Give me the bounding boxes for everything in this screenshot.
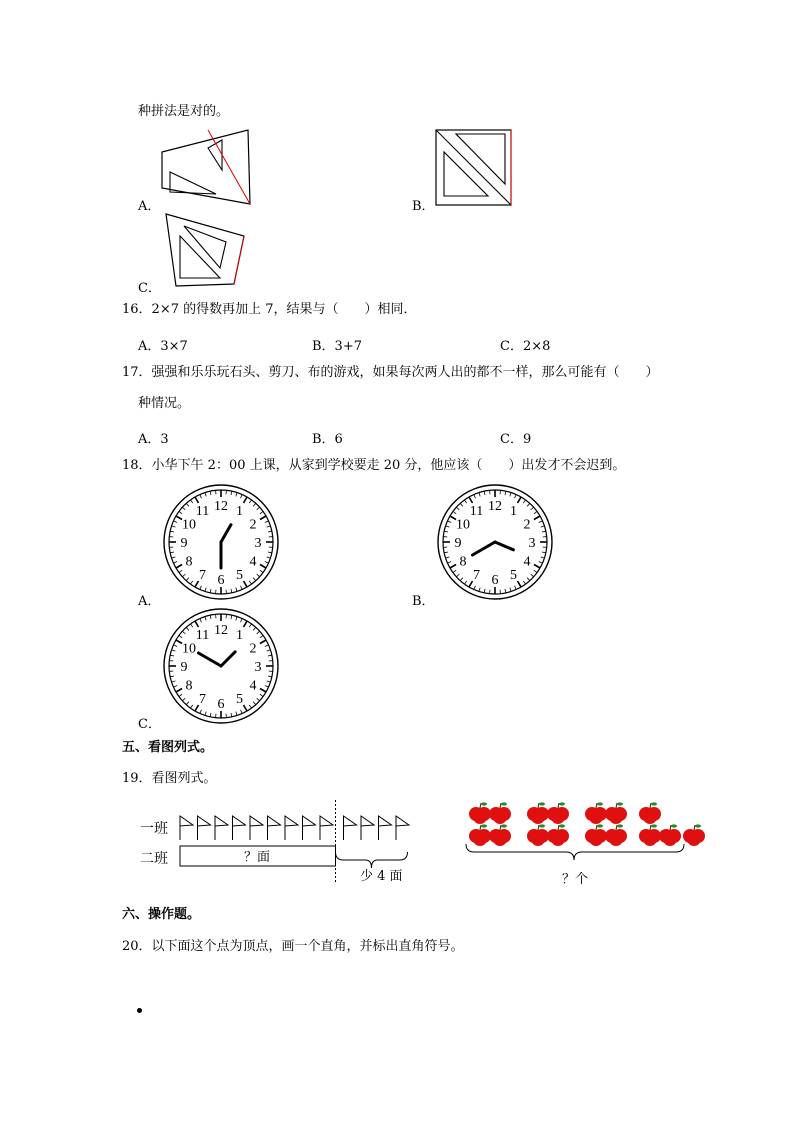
q18-stem: 18．小华下午 2：00 上课，从家到学校要走 20 分，他应该（ ）出发才不会迟到。 [122,458,626,473]
apple [683,824,705,846]
clock-number: 9 [180,536,188,551]
clock-number: 10 [181,641,196,657]
clock-number: 1 [510,503,517,519]
clock-a [162,483,280,601]
less-label: 少 4 面 [360,869,403,884]
flag [379,816,392,840]
clock-c [162,607,280,725]
apple [527,802,549,824]
flag [320,816,333,840]
flag [180,816,193,840]
clock-number: 9 [454,536,462,551]
clock-number: 6 [217,697,225,712]
q15-option-a[interactable]: A． [138,199,161,214]
flag [268,816,281,840]
q16-stem: 16．2×7 的得数再加上 7，结果与（ ）相同． [122,302,417,317]
clock-number: 7 [199,692,206,708]
clock-number: 11 [469,503,484,519]
apple-groups [462,798,688,864]
clock-number: 4 [249,554,257,570]
clock-number: 2 [249,641,257,657]
q17-stem-line1: 17．强强和乐乐玩石头、剪刀、布的游戏，如果每次两人出的都不一样，那么可能有（ ） [122,365,659,380]
apple [469,802,491,824]
q18-option-b[interactable]: B． [412,594,435,609]
apples-question-label: ？个 [562,872,589,887]
clock-number: 3 [254,536,262,551]
clock-number: 8 [185,554,193,570]
q20-stem: 20．以下面这个点为顶点，画一个直角，并标出直角符号。 [122,939,464,954]
apple [585,824,607,846]
q16-option-a[interactable]: A．3×7 [138,339,188,354]
apple [585,802,607,824]
clock-number: 3 [254,660,262,675]
clock-number: 2 [249,517,257,533]
flag [215,816,228,840]
triangle-ruler-figure-a [160,128,255,208]
section-5-heading: 五、看图列式。 [122,740,214,755]
clock-number: 11 [195,627,210,643]
q15-text-tail: 种拼法是对的。 [138,104,230,119]
clock-number: 6 [217,573,225,588]
bar-label-question: ？面 [244,850,271,865]
section-6-heading: 六、操作题。 [122,907,201,922]
vertex-point[interactable] [137,1008,142,1013]
apple [527,824,549,846]
clock-number: 7 [199,568,206,584]
q16-option-b[interactable]: B．3+7 [312,339,362,354]
clock-number: 3 [528,536,536,551]
class2-label: 二班 [140,851,168,867]
q18-option-c[interactable]: C． [138,717,161,732]
clock-b [436,483,554,601]
q16-option-c[interactable]: C．2×8 [500,339,551,354]
clock-number: 11 [195,503,210,519]
flag [361,816,374,840]
apple [489,802,511,824]
clock-number: 5 [236,692,243,708]
clock-number: 1 [236,627,243,643]
apple [469,824,491,846]
clock-number: 6 [491,573,499,588]
triangle-ruler-figure-c [164,212,246,290]
q17-stem-line2: 种情况。 [138,396,191,411]
q17-option-c[interactable]: C．9 [500,432,532,447]
flag [396,816,409,840]
clock-number: 4 [249,678,257,694]
q15-option-b[interactable]: B． [412,199,435,214]
clock-number: 10 [181,517,196,533]
flag [198,816,211,840]
apple [639,802,661,824]
flag [344,816,357,840]
brace [466,844,684,860]
apple [547,824,569,846]
clock-number: 8 [185,678,193,694]
clock-number: 7 [473,568,480,584]
apple [489,824,511,846]
clock-number: 10 [455,517,470,533]
class1-label: 一班 [140,821,168,837]
apple [659,824,681,846]
clock-number: 8 [459,554,467,570]
clock-number: 12 [214,499,228,514]
apple [605,802,627,824]
flag [233,816,246,840]
q17-option-b[interactable]: B．6 [312,432,343,447]
clock-number: 1 [236,503,243,519]
apple [547,802,569,824]
brace [336,852,408,868]
clock-number: 9 [180,660,188,675]
clock-number: 5 [510,568,517,584]
clock-number: 12 [214,623,228,638]
apple [639,824,661,846]
q19-stem: 19．看图列式。 [122,771,217,786]
flag [285,816,298,840]
clock-number: 12 [488,499,502,514]
clock-number: 2 [523,517,531,533]
clock-number: 5 [236,568,243,584]
flag [250,816,263,840]
flag [303,816,316,840]
apple [605,824,627,846]
q15-option-c[interactable]: C． [138,281,161,296]
q18-option-a[interactable]: A． [138,594,161,609]
q17-option-a[interactable]: A．3 [138,432,169,447]
clock-number: 4 [523,554,531,570]
triangle-ruler-figure-b [434,128,514,208]
